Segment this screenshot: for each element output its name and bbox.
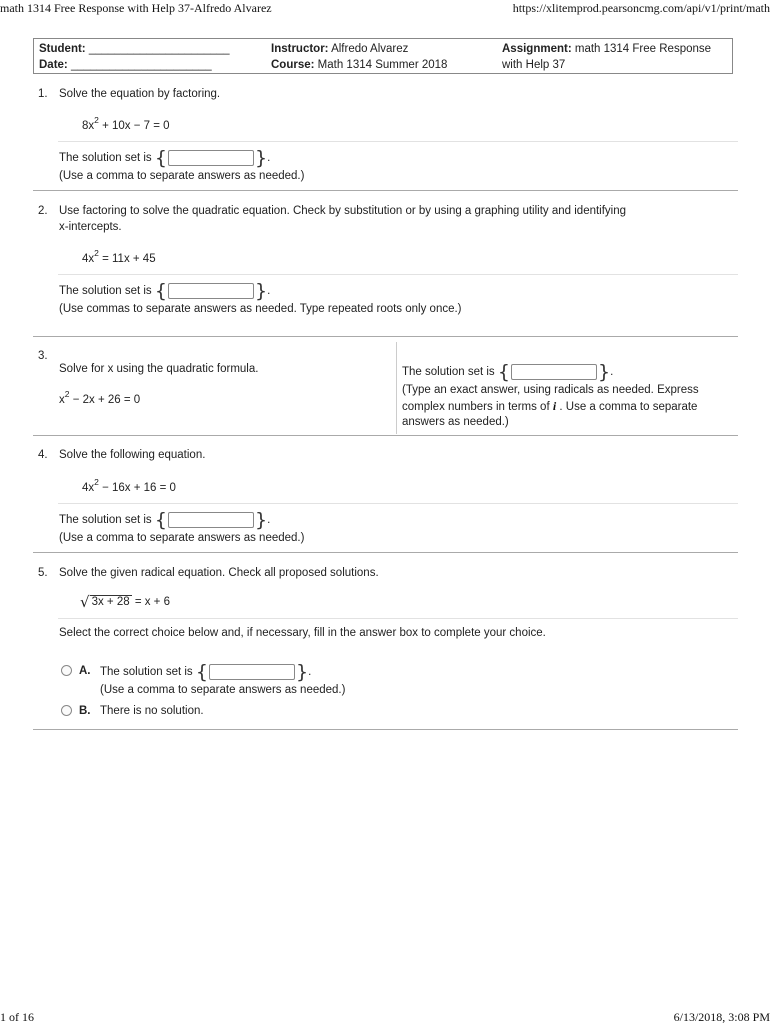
q4-solution-line: The solution set is { }. [59,509,271,531]
q4-eq-coef: 4x [82,482,95,494]
q1-eq-exp: 2 [94,115,99,125]
q1-answer-input[interactable] [168,150,254,166]
course-label: Course: [271,59,315,71]
choice-b-radio[interactable] [61,705,72,716]
date-label: Date: [39,59,68,71]
right-brace-icon: } [254,509,268,531]
q1-prompt: Solve the equation by factoring. [59,88,221,100]
q2-equation [82,248,156,267]
instructor-value: Alfredo Alvarez [331,43,409,55]
q2-number: 2. [38,205,48,217]
q2-solution-prefix: The solution set is [59,285,152,298]
q3-solution-line: The solution set is { }. [402,361,614,383]
q1-separator [33,190,738,191]
q4-solution-prefix: The solution set is [59,514,152,527]
choice-b-letter: B. [79,705,91,717]
q4-note: (Use a comma to separate answers as needed.) [59,532,305,544]
left-brace-icon: { [154,147,167,169]
q4-eq-exp: 2 [94,477,99,487]
right-brace-icon: } [254,147,268,169]
right-brace-icon: } [254,280,268,302]
q2-eq-coef: 4x [82,253,95,265]
q2-divider [58,274,738,275]
student-date-cell [39,41,230,73]
q4-equation [82,477,176,496]
q4-eq-rest: − 16x + 16 = 0 [102,482,176,494]
q1-equation [82,115,170,134]
q3-eq-rest: − 2x + 26 = 0 [72,394,141,406]
q5-eq-radicand: 3x + 28 [91,596,130,608]
q2-eq-exp: 2 [94,248,99,258]
right-brace-icon: } [597,361,611,383]
left-brace-icon: { [195,661,208,683]
choice-a-text: The solution set is [100,666,193,679]
assignment-value-line2: with Help 37 [502,59,566,71]
q5-number: 5. [38,567,48,579]
q3-note-line2b: . Use a comma to separate [559,401,698,413]
choice-a-letter: A. [79,665,91,677]
page-footer-pagination: 1 of 16 [0,1010,34,1024]
q1-solution-prefix: The solution set is [59,152,152,165]
page-header-url: https://xlitemprod.pearsoncmg.com/api/v1/print/math [512,1,770,15]
q3-note-i: i [552,399,557,413]
course-value: Math 1314 Summer 2018 [317,59,448,71]
q5-separator [33,729,738,730]
assignment-label: Assignment: [502,43,572,55]
page-footer-timestamp: 6/13/2018, 3:08 PM [673,1010,770,1024]
q3-eq-exp: 2 [64,389,70,399]
q1-note: (Use a comma to separate answers as needed.) [59,170,305,182]
date-blank: ______________________ [70,59,212,71]
q4-separator [33,552,738,553]
page-header-title: math 1314 Free Response with Help 37-Alfredo Alvarez [0,1,272,15]
q4-number: 4. [38,449,48,461]
q4-divider [58,503,738,504]
student-blank: ______________________ [88,43,230,55]
q2-separator [33,336,738,337]
right-brace-icon: } [295,661,309,683]
q2-prompt-line2: x-intercepts. [59,221,122,233]
choice-a-line: The solution set is { }. [100,661,312,683]
q3-note-line1: (Type an exact answer, using radicals as needed. Express [402,384,699,396]
instructor-label: Instructor: [271,43,329,55]
q2-prompt-line1: Use factoring to solve the quadratic equation. Check by substitution or by using a graphing utility and identifying [59,205,627,217]
q2-solution-line: The solution set is { }. [59,280,271,302]
assignment-info-box [33,38,733,74]
q3-answer-input[interactable] [511,364,597,380]
q5-divider [58,618,738,619]
q4-prompt: Solve the following equation. [59,449,206,461]
q3-solution-prefix: The solution set is [402,366,495,379]
q5-instruction: Select the correct choice below and, if necessary, fill in the answer box to complete your choice. [59,627,546,639]
q2-eq-rest: = 11x + 45 [102,253,156,265]
choice-b-text: There is no solution. [100,705,204,717]
square-root-icon: √ [80,593,90,611]
left-brace-icon: { [154,509,167,531]
q1-eq-rest: + 10x − 7 = 0 [102,120,170,132]
q2-answer-input[interactable] [168,283,254,299]
q5-equation [80,594,170,610]
assignment-value: math 1314 Free Response [574,43,712,55]
q3-column-divider [396,342,397,434]
instructor-course-cell [271,41,447,73]
assignment-cell [502,41,711,73]
q3-prompt: Solve for x using the quadratic formula. [59,363,259,375]
choice-a-radio[interactable] [61,665,72,676]
q1-eq-coef: 8x [82,120,95,132]
q3-equation [59,389,141,408]
q3-note-line2a: complex numbers in terms of [402,401,550,413]
left-brace-icon: { [154,280,167,302]
q1-solution-line: The solution set is { }. [59,147,271,169]
q5-answer-input[interactable] [209,664,295,680]
q3-note-line3: answers as needed.) [402,416,509,428]
q5-eq-rest: = x + 6 [134,596,170,608]
q1-number: 1. [38,88,48,100]
left-brace-icon: { [497,361,510,383]
q3-eq-coef: x [59,394,65,406]
q3-separator [33,435,738,436]
choice-a-note: (Use a comma to separate answers as needed.) [100,684,346,696]
q4-answer-input[interactable] [168,512,254,528]
q1-divider [58,141,738,142]
q3-number: 3. [38,350,48,362]
q2-note: (Use commas to separate answers as needed. Type repeated roots only once.) [59,303,462,315]
student-label: Student: [39,43,86,55]
q5-prompt: Solve the given radical equation. Check all proposed solutions. [59,567,379,579]
q3-note-line2 [402,398,697,415]
